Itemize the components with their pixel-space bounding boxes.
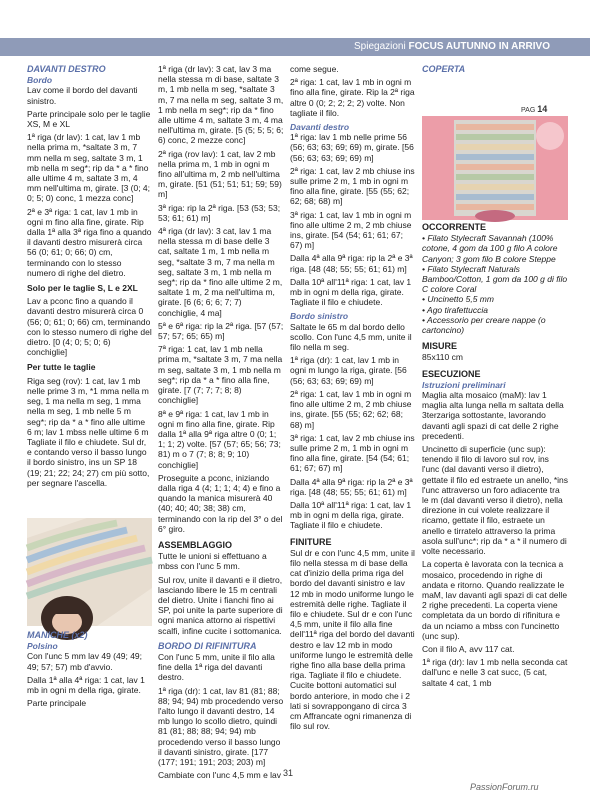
material-item: • Uncinetto 5,5 mm bbox=[422, 294, 494, 305]
page-reference bbox=[521, 104, 547, 114]
material-item: • Accessorio per creare nappe (o cartoncino) bbox=[422, 314, 546, 336]
paragraph: Parte principale solo per le taglie XS, M e XL bbox=[27, 108, 151, 130]
sweater-photo-illustration bbox=[27, 518, 152, 626]
column-4 bbox=[422, 222, 568, 782]
paragraph: Proseguite a pconc, iniziando dalla riga 4 (4; 1; 1; 4; 4) e fino a quando la manica misurerà 40 (40; 40; 40; 38; 38) cm, terminando con la rip del 3° o del 6° giro. bbox=[158, 472, 283, 534]
column-3 bbox=[290, 64, 416, 769]
paragraph: 3ª riga: rip la 2ª riga. [53 (53; 53; 53; 61; 61) m] bbox=[158, 202, 281, 223]
paragraph: Saltate le 65 m dal bordo dello scollo. Con l'unc 4,5 mm, unite il filo nella m seg. bbox=[290, 321, 412, 353]
page-number: 31 bbox=[283, 768, 294, 778]
watermark: PassionForum.ru bbox=[470, 782, 539, 792]
page-ref-label: PAG bbox=[521, 107, 536, 114]
paragraph-heading: Per tutte le taglie bbox=[27, 362, 96, 373]
material-item: • Ago tirafettuccia bbox=[422, 304, 488, 315]
page-ref-number: 14 bbox=[537, 104, 548, 114]
paragraph: 5ª e 6ª riga: rip la 2ª riga. [57 (57; 57; 57; 65; 65) m] bbox=[158, 320, 284, 342]
paragraph: 8ª e 9ª riga: 1 cat, lav 1 mb in ogni m fino alla fine, girate. Rip dalla 1ª alla 9ª riga altre 0 (0; 1; 1; 1; 2) volte. [57 (57; 65; 56; 73; 81) m o 7 (7; 8; 8; 9; 10) conchiglie] bbox=[158, 408, 281, 470]
paragraph: 1ª riga (dr lav): 3 cat, lav 3 ma nella stessa m di base, saltate 3 m, 1 mb nella m seg, *saltate 3 m, 7 ma nella m seg, saltate 3 m, 1 mb nella m seg*; rip da * fino alle ultime 4 m, saltate 3 m, 4 ma nell'ultima m, girate. [5 (5; 5; 5; 6; 6) conc, 2 mezze conc] bbox=[158, 64, 284, 146]
paragraph: La coperta è lavorata con la tecnica a mosaico, procedendo in righe di andata e ritorno. Quando realizzate le maM, lav davanti agli spazi di cat delle 2 righe precedenti. La coperta viene completata da un bordo di rifinitura e da un nciamo a mbss con l'uncinetto (unc sup). bbox=[422, 559, 568, 641]
heading-finiture: FINITURE bbox=[290, 536, 332, 547]
material-item: • Filato Stylecraft Naturals Bamboo/Cotton, 1 gom da 100 g di filo C colore Coral bbox=[422, 263, 568, 295]
measurement: 85x110 cm bbox=[422, 352, 463, 363]
paragraph: 1ª riga (dr): lav 1 mb nella seconda cat dall'unc e nelle 3 cat succ, (5 cat, saltate 4 cat, 1 mb bbox=[422, 657, 568, 688]
paragraph: Dalla 1ª alla 4ª riga: 1 cat, lav 1 mb in ogni m della riga, girate. bbox=[27, 674, 145, 696]
material-item: • Filato Stylecraft Savannah (100% cotone, 4 gom da 100 g filo A colore Canyon; 3 gom filo B colore Steppe bbox=[422, 233, 558, 264]
sweater-photo bbox=[27, 518, 152, 626]
paragraph: 2ª riga: 1 cat, lav 1 mb in ogni m fino alle ultime 2 m, 2 mb chiuse ins, girate. [55 (55; 62; 62; 68; 68) m] bbox=[290, 388, 412, 430]
paragraph: Riga seg (rov): 1 cat, lav 1 mb nelle prime 3 m, *1 mma nella m seg, 1 ma nella m seg, 1 mma nella m seg, 1 mb nelle 5 m seg*; rip da * a * fino alle ultime 6 m; lav 1 mbss nelle ultime 6 m Tagliate il filo e chiudete. Sul dr, e contando verso il basso lungo il bordo sinistro, ins un SP 18 (19; 21; 22; 24; 27) cm più sotto, per segnare l'ascella. bbox=[27, 375, 150, 488]
heading-davanti-destro: DAVANTI DESTRO bbox=[27, 64, 106, 74]
heading-maniche: MANICHE (x2) bbox=[27, 630, 88, 640]
paragraph: Parte principale bbox=[27, 698, 87, 709]
heading-assemblaggio: ASSEMBLAGGIO bbox=[158, 539, 233, 550]
paragraph: come segue. bbox=[290, 64, 339, 74]
section-header bbox=[354, 39, 550, 55]
paragraph: Dalla 4ª alla 9ª riga: rip la 2ª e 3ª riga. [48 (48; 55; 55; 61; 61) m] bbox=[290, 253, 413, 274]
section-title: FOCUS AUTUNNO IN ARRIVO bbox=[408, 41, 550, 52]
paragraph: 1ª riga (dr lav): 1 cat, lav 1 mb nella prima m, *saltate 3 m, 7 mm nella m seg, saltate 3 m, 1 mb nella m seg*; rip da * a * fino alle ultime 4 m, saltate 3 m, 4 mm nell'ultima m, girate. [3 (0; 4; 0; 5; 0) conc, 1 mezza conc] bbox=[27, 132, 151, 204]
paragraph: Sul rov, unite il davanti e il dietro, lasciando libere le 15 m centrali del dietro. Unite i fianchi fino ai SP, poi unite la parte superiore di ogni manica attorno ai rispettivi scalfi, infine cucite i sottomanica. bbox=[158, 574, 283, 636]
column-1 bbox=[27, 64, 152, 516]
paragraph: Lav a pconc fino a quando il davanti destro misurerà circa 0 (56; 0; 61; 0; 66) cm, terminando con lo stesso numero di righe del dietro. [0 (4; 0; 5; 0; 6) conchiglie] bbox=[27, 296, 152, 358]
column-4-header bbox=[422, 64, 568, 75]
paragraph: Tutte le unioni si effettuano a mbss con l'unc 5 mm. bbox=[158, 551, 267, 572]
paragraph: Maglia alta mosaico (maM): lav 1 maglia alta lunga nella m saltata della 3terzariga sottostante, lavorando davanti agli spazi di cat delle 2 righe precedenti. bbox=[422, 390, 564, 441]
heading-bordo-rifinitura: BORDO DI RIFINITURA bbox=[158, 640, 257, 651]
column-2 bbox=[158, 64, 284, 781]
paragraph: Con il filo A, avv 117 cat. bbox=[422, 643, 515, 654]
subheading-istruzioni: Istruzioni preliminari bbox=[422, 379, 506, 390]
paragraph: 4ª riga (dr lav): 3 cat, lav 1 ma nella stessa m di base delle 3 cat, saltate 1 m, 1 mb nella m seg, *saltate 3 m, 7 ma nella m seg, saltate 3 m, 1 mb nella m seg*; rip da * fino alle ultime 2 m, saltate 1 m, 2 ma nell'ultima m, girate. [6 (6; 6; 6; 7; 7) conchiglie, 4 ma] bbox=[158, 226, 283, 318]
blanket-photo-illustration bbox=[422, 116, 568, 220]
section-label: Spiegazioni bbox=[354, 41, 406, 52]
paragraph: Uncinetto di superficie (unc sup): tenendo il filo di lavoro sul rov, ins l'unc (dal davanti verso il dietro), gettate il filo ed estraete un anello, *ins l'unc attraverso un foro adiacente tra le m (dal davanti verso il dietro), nella direzione in cui volete realizzare il ricamo, gettate il filo, estraete un anello e tirratelo attraverso la prima asola sull'unc*; rip da * a * il numero di volte necessario. bbox=[422, 444, 569, 557]
section-header-bar bbox=[0, 38, 590, 56]
paragraph: Dalla 10ª all'11ª riga: 1 cat, lav 1 mb in ogni m della riga, girate. Tagliate il filo e chiudete. bbox=[290, 499, 412, 531]
heading-coperta: COPERTA bbox=[422, 64, 466, 74]
paragraph: Con l'unc 5 mm, unite il filo alla fine della 1ª riga del davanti destro. bbox=[158, 651, 275, 683]
paragraph: 2ª riga: 1 cat, lav 2 mb chiuse ins sulle prime 2 m, 1 mb in ogni m fino alla fine, girate. [55 (55; 62; 62; 68; 68) m] bbox=[290, 165, 415, 207]
paragraph: Con l'unc 5 mm lav 49 (49; 49; 49; 57; 57) mb d'avvio. bbox=[27, 651, 143, 672]
subheading-bordo: Bordo bbox=[27, 75, 53, 86]
paragraph: 1ª riga: lav 1 mb nelle prime 56 (56; 63; 63; 69; 69) m, girate. [56 (56; 63; 63; 69; 69) m] bbox=[290, 132, 414, 163]
paragraph: 7ª riga: 1 cat, lav 1 mb nella prima m, *saltate 3 m, 7 ma nella m seg, saltate 3 m, 1 mb nella m seg*; rip da * a * fino alla fine, girate. [7 (7; 7; 7; 8; 8) conchiglie] bbox=[158, 344, 283, 406]
blanket-photo bbox=[422, 116, 568, 220]
paragraph: Cambiate con l'unc 4,5 mm e lav bbox=[158, 770, 282, 781]
paragraph: 3ª riga: 1 cat, lav 1 mb in ogni m fino alle ultime 2 m, 2 mb chiuse ins, girate. [54 (54; 61; 61; 67; 67) m] bbox=[290, 209, 412, 251]
subheading-polsino: Polsino bbox=[27, 641, 58, 652]
paragraph: Dalla 4ª alla 9ª riga: rip la 2ª e 3ª riga. [48 (48; 55; 55; 61; 61) m] bbox=[290, 476, 413, 497]
paragraph: Dalla 10ª all'11ª riga: 1 cat, lav 1 mb in ogni m della riga, girate. Tagliate il filo e chiudete. bbox=[290, 276, 412, 308]
column-1-maniche bbox=[27, 630, 152, 780]
heading-occorrente: OCCORRENTE bbox=[422, 222, 487, 232]
paragraph: 3ª riga: 1 cat, lav 2 mb chiuse ins sulle prime 2 m, 1 mb in ogni m fino alla fine, girate. [54 (54; 61; 61; 67; 67) m] bbox=[290, 432, 415, 474]
heading-esecuzione: ESECUZIONE bbox=[422, 368, 481, 379]
paragraph: Lav come il bordo del davanti sinistro. bbox=[27, 85, 138, 106]
heading-bordo-sinistro: Bordo sinistro bbox=[290, 311, 349, 322]
heading-davanti-destro-bordo: Davanti destro bbox=[290, 122, 350, 133]
paragraph: Sul dr e con l'unc 4,5 mm, unite il filo nella stessa m di base della cat d'inizio della prima riga del bordo del davanti sinistro e lav 12 mb in modo uniforme lungo le estremità delle righe. Tagliate il filo e chiudete. Sul dr e con l'unc 4,5 mm, unite il filo alla fine dell'11ª riga del bordo del davanti destro e lav 12 mb in modo uniforme lungo le estremità delle righe fino alla base della prima riga. Tagliate il filo e chiudete. Cucite bottoni automatici sul bordo anteriore, in modo che i 2 lati si sovrappongano di circa 3 cm Affrancate ogni rimanenza di filo sul rov. bbox=[290, 547, 415, 732]
paragraph: 1ª riga (dr): 1 cat, lav 1 mb in ogni m lungo la riga, girate. [56 (56; 63; 63; 69; 69) m] bbox=[290, 355, 407, 386]
paragraph: 2ª e 3ª riga: 1 cat, lav 1 mb in ogni m fino alla fine, girate. Rip dalla 1ª alla 3ª riga fino a quando il davanti destro misurerà circa 56 (0; 61; 0; 66; 0) cm, terminando con lo stesso numero di righe del dietro. bbox=[27, 206, 152, 278]
paragraph: 1ª riga (dr): 1 cat, lav 81 (81; 88; 88; 94; 94) mb procedendo verso l'alto lungo il davanti destro, 14 mb lungo lo scollo dietro, quindi 81 (81; 88; 88; 94; 94) mb procedendo verso il basso lungo il davanti sinistro, girate. [177 (177; 191; 191; 203; 203) m] bbox=[158, 685, 284, 767]
paragraph: 2ª riga: 1 cat, lav 1 mb in ogni m fino alla fine, girate. Rip la 2ª riga altre 0 (0; 2; 2; 2; 2) volte. Non tagliate il filo. bbox=[290, 77, 415, 118]
heading-misure: MISURE bbox=[422, 341, 458, 352]
paragraph: 2ª riga (rov lav): 1 cat, lav 2 mb nella prima m, 1 mb in ogni m fino all'ultima m, 2 mb nell'ultima m, girate. [51 (51; 51; 51; 59; 59) m] bbox=[158, 148, 282, 200]
paragraph-heading: Solo per le taglie S, L e 2XL bbox=[27, 283, 138, 294]
